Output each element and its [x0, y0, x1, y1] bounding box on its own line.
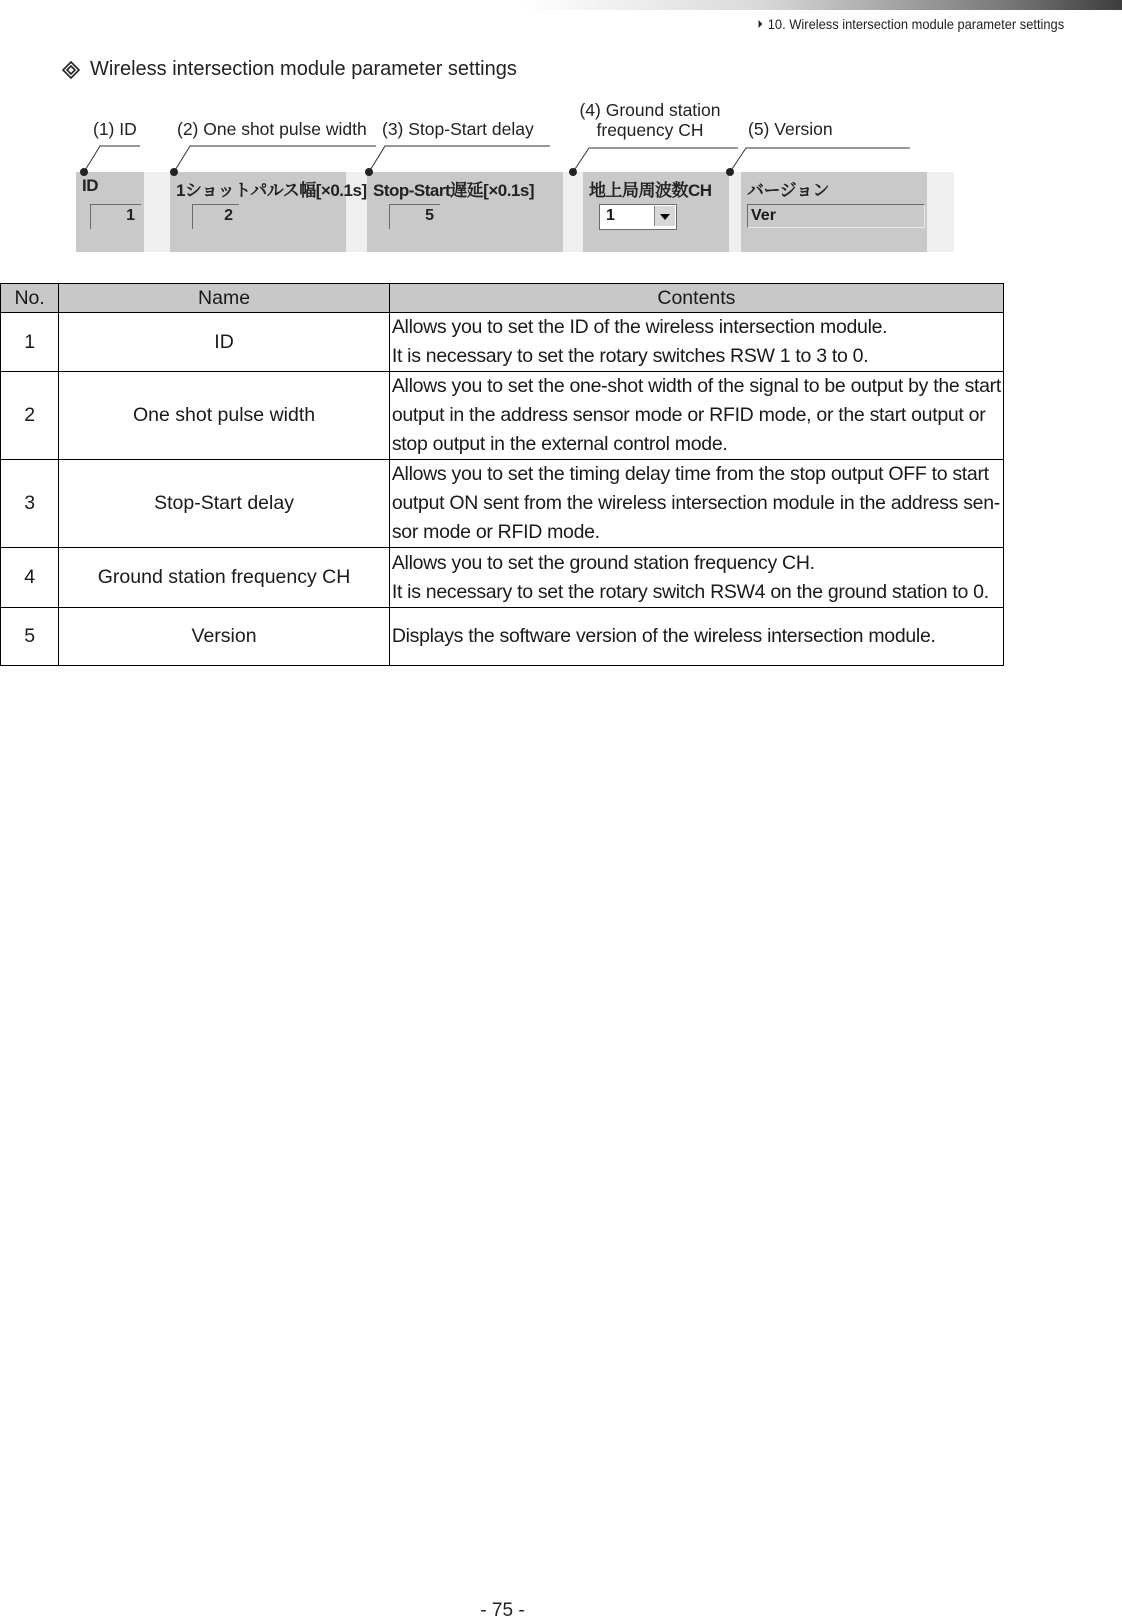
content-line: Displays the software version of the wireless intersection module. [391, 625, 936, 647]
panel-pulse-label: 1ショットパルス幅[×0.1s] [176, 181, 367, 200]
callout-leader-lines [70, 96, 960, 256]
panel-delay-label: Stop-Start遅延[×0.1s] [373, 181, 534, 200]
leader-dot-ground [569, 168, 577, 176]
table-row [1, 372, 1004, 460]
table-header-row [1, 284, 1004, 313]
breadcrumb-text: 10. Wireless intersection module parameter settings [767, 16, 1064, 32]
row-name: Version [59, 608, 390, 666]
row-contents [389, 372, 1003, 460]
table-row [1, 460, 1004, 548]
leader-dot-version [726, 168, 734, 176]
header-gradient-bar [520, 0, 1122, 10]
row-contents [389, 313, 1003, 372]
row-no: 2 [1, 372, 59, 460]
diamond-icon [62, 61, 80, 79]
id-value: 1 [126, 207, 135, 224]
table-row [1, 548, 1004, 608]
panel-id-label: ID [82, 176, 98, 195]
leader-pulse [174, 146, 376, 172]
parameter-settings-figure [70, 96, 960, 256]
panel-version-label: バージョン [747, 181, 829, 200]
table-row [1, 313, 1004, 372]
leader-dot-pulse [170, 168, 178, 176]
callout-stop-start-delay: (3) Stop-Start delay [382, 119, 534, 139]
content-line: Allows you to set the ground station frequency CH. [391, 551, 815, 574]
content-line: It is necessary to set the rotary switch RSW4 on the ground station to 0. [391, 580, 989, 603]
version-value: Ver [751, 207, 776, 224]
row-contents [389, 548, 1003, 608]
parameters-table [0, 283, 1004, 666]
content-line: output ON sent from the wireless intersection module in the address sen- [391, 492, 1000, 514]
callout-ground-line1: (4) Ground station [579, 100, 721, 120]
header-contents: Contents [389, 284, 1003, 313]
ground-frequency-value: 1 [606, 207, 615, 224]
content-line: Allows you to set the one-shot width of the signal to be output by the start [391, 375, 1001, 397]
content-line: stop output in the external control mode. [391, 433, 728, 455]
row-contents [389, 460, 1003, 548]
delay-value: 5 [425, 207, 434, 224]
page-title: Wireless intersection module parameter settings [90, 58, 517, 80]
pulse-width-value: 2 [224, 207, 233, 224]
header-name: Name [59, 284, 390, 313]
callout-pulse-width: (2) One shot pulse width [177, 119, 367, 139]
row-contents [389, 608, 1003, 666]
leader-version [730, 148, 910, 172]
leader-ground [573, 148, 738, 172]
leader-dot-id [80, 168, 88, 176]
page-number: - 75 - [480, 1600, 525, 1621]
content-line: It is necessary to set the rotary switches RSW 1 to 3 to 0. [391, 345, 869, 367]
breadcrumb [758, 16, 1064, 32]
row-name: ID [59, 313, 390, 372]
content-line: sor mode or RFID mode. [391, 521, 600, 543]
row-name: One shot pulse width [59, 372, 390, 460]
leader-dot-delay [365, 168, 373, 176]
section-heading [62, 58, 517, 81]
row-name: Ground station frequency CH [59, 548, 390, 608]
panel-ground-label: 地上局周波数CH [589, 181, 712, 200]
row-no: 5 [1, 608, 59, 666]
chevron-right-icon [758, 20, 762, 28]
callout-version: (5) Version [748, 119, 833, 139]
callout-id: (1) ID [93, 119, 137, 139]
row-name: Stop-Start delay [59, 460, 390, 548]
leader-id [84, 146, 140, 172]
header-no: No. [1, 284, 59, 313]
leader-delay [369, 146, 550, 172]
row-no: 4 [1, 548, 59, 608]
row-no: 3 [1, 460, 59, 548]
callout-ground-line2: frequency CH [596, 120, 704, 140]
content-line: Allows you to set the timing delay time from the stop output OFF to start [391, 463, 989, 485]
content-line: Allows you to set the ID of the wireless intersection module. [391, 316, 888, 338]
content-line: output in the address sensor mode or RFID mode, or the start output or [391, 404, 986, 426]
row-no: 1 [1, 313, 59, 372]
table-row [1, 608, 1004, 666]
